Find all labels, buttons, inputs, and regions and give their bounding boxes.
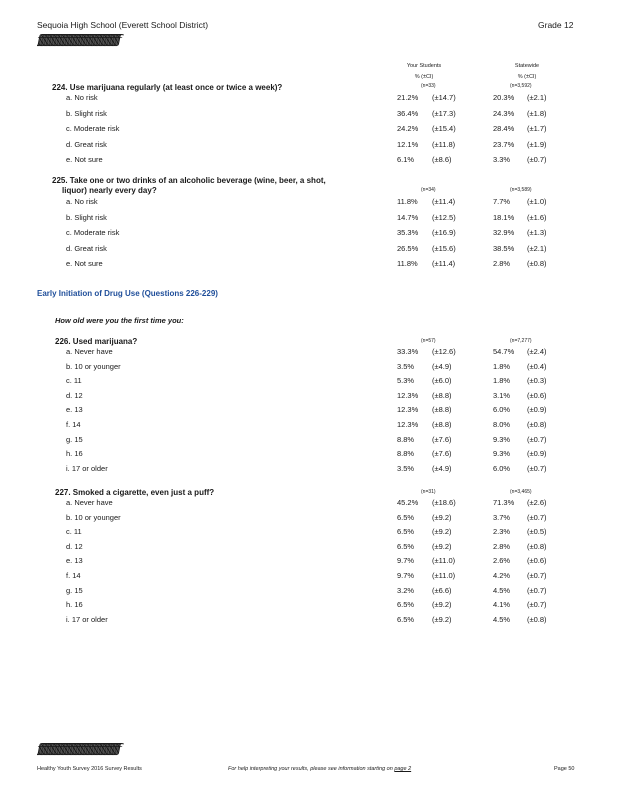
question-title: 226. Used marijuana? — [55, 337, 138, 346]
local-ci: (±16.9) — [432, 228, 456, 237]
state-percent: 2.6% — [493, 556, 511, 566]
local-percent: 12.1% — [397, 139, 419, 149]
state-percent: 2.8% — [493, 259, 511, 268]
local-ci: (±9.2) — [432, 614, 452, 624]
local-ci: (±9.2) — [432, 527, 452, 537]
option-label: c. 11 — [66, 527, 82, 537]
state-percent: 7.7% — [493, 197, 511, 206]
option-label: i. 17 or older — [66, 463, 108, 473]
local-percent: 9.7% — [397, 571, 415, 580]
page-number: Page 50 — [554, 766, 575, 772]
local-ci: (±12.6) — [432, 347, 456, 356]
state-percent: 28.4% — [493, 124, 515, 133]
local-percent: 12.3% — [397, 405, 419, 415]
state-ci: (±1.6) — [527, 212, 547, 222]
local-ci: (±9.2) — [432, 600, 452, 610]
state-percent: 4.1% — [493, 600, 511, 610]
local-percent: 24.2% — [397, 124, 419, 133]
option-label: d. 12 — [66, 541, 83, 551]
state-percent: 9.3% — [493, 434, 511, 444]
footer-rule: ƒƒƒƒƒƒƒƒƒƒƒƒƒƒƒƒƒƒƒƒƒƒƒƒƒƒƒƒƒƒƒƒƒƒƒƒƒƒƒƒƒƒƒƒƒƒƒƒƒƒƒƒƒƒƒƒƒƒƒƒƒƒ — [37, 742, 119, 757]
option-label: e. Not sure — [66, 259, 103, 268]
option-label: e. Not sure — [66, 155, 103, 164]
option-label: b. Slight risk — [66, 108, 107, 118]
option-label: a. Never have — [66, 347, 113, 356]
local-ci: (±9.2) — [432, 512, 452, 522]
state-ci: (±0.6) — [527, 556, 547, 566]
state-ci: (±0.7) — [527, 434, 547, 444]
local-n: (n=34) — [421, 187, 436, 193]
local-ci: (±14.7) — [432, 93, 456, 102]
local-column-sub: % (±CI) — [414, 74, 434, 80]
option-label: c. Moderate risk — [66, 228, 120, 237]
state-percent: 3.3% — [493, 155, 511, 164]
local-percent: 33.3% — [397, 347, 419, 356]
state-percent: 18.1% — [493, 212, 515, 222]
local-percent: 11.8% — [397, 259, 418, 268]
state-ci: (±0.7) — [527, 600, 547, 610]
option-label: g. 15 — [66, 434, 83, 444]
option-label: b. 10 or younger — [66, 512, 121, 522]
local-percent: 12.3% — [397, 420, 419, 429]
option-label: g. 15 — [66, 585, 83, 595]
local-percent: 6.5% — [397, 527, 415, 537]
local-ci: (±11.4) — [432, 259, 456, 268]
footer-page-link[interactable]: page 2 — [394, 766, 412, 772]
option-label: a. No risk — [66, 93, 98, 102]
state-ci: (±0.8) — [527, 420, 547, 429]
local-ci: (±11.0) — [432, 556, 456, 566]
state-percent: 8.0% — [493, 420, 511, 429]
local-n: (n=57) — [421, 338, 436, 344]
local-percent: 5.3% — [397, 376, 415, 386]
grade-label: Grade 12 — [538, 20, 574, 30]
state-column-title: Statewide — [514, 63, 540, 69]
state-ci: (±2.6) — [527, 498, 547, 507]
option-label: b. Slight risk — [66, 212, 107, 222]
local-ci: (±18.6) — [432, 498, 456, 507]
local-ci: (±17.3) — [432, 108, 456, 118]
option-label: b. 10 or younger — [66, 361, 121, 371]
local-column-title: Your Students — [406, 63, 442, 69]
state-percent: 2.3% — [493, 527, 511, 537]
state-percent: 4.5% — [493, 585, 511, 595]
local-percent: 6.5% — [397, 541, 415, 551]
state-percent: 6.0% — [493, 463, 511, 473]
state-ci: (±0.8) — [527, 541, 547, 551]
option-label: f. 14 — [66, 571, 81, 580]
option-label: d. Great risk — [66, 139, 107, 149]
state-percent: 38.5% — [493, 243, 515, 253]
local-ci: (±8.8) — [432, 390, 452, 400]
state-ci: (±1.9) — [527, 139, 547, 149]
option-label: e. 13 — [66, 556, 83, 566]
local-percent: 45.2% — [397, 498, 419, 507]
local-percent: 6.5% — [397, 614, 415, 624]
local-ci: (±15.6) — [432, 243, 456, 253]
local-ci: (±8.8) — [432, 420, 452, 429]
local-ci: (±7.6) — [432, 449, 452, 459]
local-ci: (±8.8) — [432, 405, 452, 415]
state-ci: (±0.7) — [527, 585, 547, 595]
option-label: h. 16 — [66, 449, 83, 459]
local-percent: 36.4% — [397, 108, 419, 118]
state-ci: (±1.7) — [527, 124, 547, 133]
local-ci: (±6.0) — [432, 376, 452, 386]
state-percent: 3.7% — [493, 512, 511, 522]
local-percent: 3.2% — [397, 585, 415, 595]
state-percent: 23.7% — [493, 139, 515, 149]
state-percent: 2.8% — [493, 541, 511, 551]
state-percent: 1.8% — [493, 361, 511, 371]
state-ci: (±0.7) — [527, 155, 547, 164]
state-ci: (±0.7) — [527, 463, 547, 473]
state-ci: (±1.3) — [527, 228, 547, 237]
local-ci: (±8.6) — [432, 155, 452, 164]
state-ci: (±0.4) — [527, 361, 547, 371]
footer-help-text — [228, 766, 411, 772]
local-percent: 26.5% — [397, 243, 419, 253]
option-label: d. Great risk — [66, 243, 107, 253]
header-rule: ƒƒƒƒƒƒƒƒƒƒƒƒƒƒƒƒƒƒƒƒƒƒƒƒƒƒƒƒƒƒƒƒƒƒƒƒƒƒƒƒƒƒƒƒƒƒƒƒƒƒƒƒƒƒƒƒƒƒƒƒƒƒ — [37, 33, 119, 48]
option-label: e. 13 — [66, 405, 83, 415]
option-label: i. 17 or older — [66, 614, 108, 624]
state-ci: (±1.8) — [527, 108, 547, 118]
school-name: Sequoia High School (Everett School District) — [37, 20, 209, 30]
state-ci: (±2.4) — [527, 347, 547, 356]
state-ci: (±0.9) — [527, 405, 547, 415]
option-label: a. Never have — [66, 498, 113, 507]
state-percent: 1.8% — [493, 376, 511, 386]
local-ci: (±4.9) — [432, 463, 452, 473]
local-percent: 9.7% — [397, 556, 415, 566]
state-n: (n=3,589) — [510, 187, 532, 193]
state-ci: (±0.8) — [527, 259, 547, 268]
local-percent: 21.2% — [397, 93, 419, 102]
local-ci: (±6.6) — [432, 585, 452, 595]
local-ci: (±4.9) — [432, 361, 452, 371]
option-label: f. 14 — [66, 420, 81, 429]
local-percent: 8.8% — [397, 449, 415, 459]
state-ci: (±0.8) — [527, 614, 547, 624]
local-percent: 8.8% — [397, 434, 415, 444]
state-column-sub: % (±CI) — [517, 74, 537, 80]
question-title-cont: liquor) nearly every day? — [62, 186, 157, 195]
local-percent: 3.5% — [397, 463, 415, 473]
option-label: c. 11 — [66, 376, 82, 386]
state-ci: (±2.1) — [527, 93, 547, 102]
state-percent: 32.9% — [493, 228, 515, 237]
question-title: 227. Smoked a cigarette, even just a puff? — [55, 488, 215, 497]
option-label: d. 12 — [66, 390, 83, 400]
state-n: (n=3,465) — [510, 489, 532, 495]
option-label: h. 16 — [66, 600, 83, 610]
state-percent: 20.3% — [493, 93, 515, 102]
state-percent: 9.3% — [493, 449, 511, 459]
local-ci: (±9.2) — [432, 541, 452, 551]
local-percent: 11.8% — [397, 197, 418, 206]
local-percent: 12.3% — [397, 390, 419, 400]
local-ci: (±11.8) — [432, 139, 456, 149]
local-ci: (±11.0) — [432, 571, 456, 580]
state-ci: (±1.0) — [527, 197, 547, 206]
state-ci: (±0.7) — [527, 512, 547, 522]
local-percent: 14.7% — [397, 212, 419, 222]
state-percent: 24.3% — [493, 108, 515, 118]
local-percent: 6.1% — [397, 155, 415, 164]
state-ci: (±0.6) — [527, 390, 547, 400]
state-percent: 3.1% — [493, 390, 511, 400]
question-title: 224. Use marijuana regularly (at least once or twice a week)? — [52, 83, 283, 92]
state-percent: 4.5% — [493, 614, 511, 624]
subheading: How old were you the first time you: — [55, 316, 184, 325]
local-n: (n=33) — [421, 83, 436, 89]
local-ci: (±12.5) — [432, 212, 456, 222]
local-ci: (±15.4) — [432, 124, 456, 133]
state-percent: 71.3% — [493, 498, 515, 507]
state-percent: 4.2% — [493, 571, 511, 580]
state-percent: 6.0% — [493, 405, 511, 415]
state-ci: (±0.3) — [527, 376, 547, 386]
footer-survey-name: Healthy Youth Survey 2016 Survey Results — [37, 766, 142, 772]
local-percent: 6.5% — [397, 512, 415, 522]
local-percent: 35.3% — [397, 228, 419, 237]
option-label: c. Moderate risk — [66, 124, 120, 133]
local-ci: (±7.6) — [432, 434, 452, 444]
local-n: (n=31) — [421, 489, 436, 495]
local-percent: 6.5% — [397, 600, 415, 610]
state-ci: (±0.9) — [527, 449, 547, 459]
local-percent: 3.5% — [397, 361, 415, 371]
footer-help-label: For help interpreting your results, please see information starting on — [228, 766, 393, 772]
question-title: 225. Take one or two drinks of an alcoholic beverage (wine, beer, a shot, — [52, 176, 326, 185]
local-ci: (±11.4) — [432, 197, 456, 206]
state-n: (n=3,592) — [510, 83, 532, 89]
state-percent: 54.7% — [493, 347, 515, 356]
state-n: (n=7,277) — [510, 338, 532, 344]
state-ci: (±0.7) — [527, 571, 547, 580]
option-label: a. No risk — [66, 197, 98, 206]
state-ci: (±2.1) — [527, 243, 547, 253]
state-ci: (±0.5) — [527, 527, 547, 537]
section-title: Early Initiation of Drug Use (Questions 226-229) — [37, 289, 218, 298]
